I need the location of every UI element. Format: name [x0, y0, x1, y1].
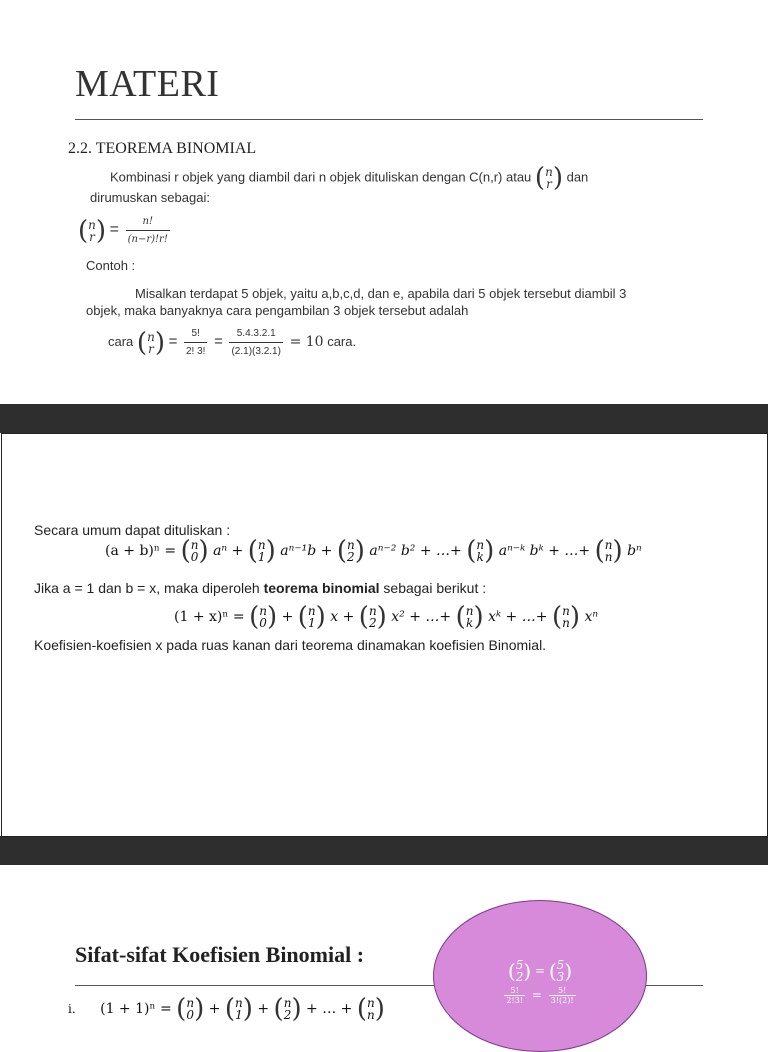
example-calculation: cara (n r) = $\frac{5!}{2! 3!}$ = $\frac{5.4.3.2.1}{(2.1)(3.2.1)}$ = 10 cara.	[108, 325, 356, 360]
slide-title: MATERI	[75, 63, 220, 105]
combination-formula: (n r) = $\frac{n!}{(n-r)!r!}$	[78, 213, 173, 248]
intro-line1: Kombinasi r objek yang diambil dari n objek dituliskan dengan C(n,r) atau	[110, 169, 532, 185]
contoh-label: Contoh :	[86, 258, 136, 273]
intro-line2: dirumuskan sebagai:	[90, 190, 210, 205]
example-line1: Misalkan terdapat 5 objek, yaitu a,b,c,d, dan e, apabila dari 5 objek tersebut diambil 3	[135, 286, 627, 301]
binomial-expansion-ab: (a + b)ⁿ = (n 0) aⁿ + (n 1) aⁿ⁻¹b + (n 2) aⁿ⁻² b² + …+ (n k) aⁿ⁻ᵏ bᵏ + …+ (n n) bⁿ	[105, 536, 642, 566]
formula-fraction: $\frac{n!}{(n-r)!r!}$	[126, 213, 170, 248]
jika-line: Jika a = 1 dan b = x, maka diperoleh teorema binomial sebagai berikut :	[34, 580, 487, 596]
ellipse-content: (5 2) = (5 3) $\frac{5!}{2!3!}$ = $\frac{5!}{3!(2)!}$	[506, 958, 574, 1005]
general-label: Secara umum dapat dituliskan :	[34, 522, 231, 538]
slide-separator-top	[0, 404, 768, 433]
calc-fraction-2: $\frac{5.4.3.2.1}{(2.1)(3.2.1)}$	[229, 325, 282, 360]
title-divider	[75, 119, 703, 120]
calc-fraction-1: $\frac{5!}{2! 3!}$	[184, 325, 207, 360]
sifat-item-1: i. (1 + 1)ⁿ = (n 0) + (n 1) + (n 2) + … + (n n)	[68, 994, 385, 1024]
intro-paragraph	[110, 165, 710, 191]
sifat-heading: Sifat-sifat Koefisien Binomial :	[75, 942, 365, 967]
example-line2: objek, maka banyaknya cara pengambilan 3 objek tersebut adalah	[86, 303, 469, 318]
section-heading: 2.2. TEOREMA BINOMIAL	[68, 140, 257, 157]
slide-materi	[0, 0, 768, 404]
slide-separator-bottom	[0, 836, 768, 865]
slide-binomial-theorem	[1, 433, 768, 837]
koefisien-line: Koefisien-koefisien x pada ruas kanan dari teorema dinamakan koefisien Binomial.	[34, 637, 547, 653]
binom-n-r: (n r)	[78, 215, 107, 246]
intro-line1-end: dan	[566, 169, 589, 185]
binomial-expansion-1x: (1 + x)ⁿ = (n 0) + (n 1) x + (n 2) x² + …+ (n k) xᵏ + …+ (n n) xⁿ	[174, 602, 599, 632]
binom-n-r-inline: (n r)	[534, 163, 563, 193]
